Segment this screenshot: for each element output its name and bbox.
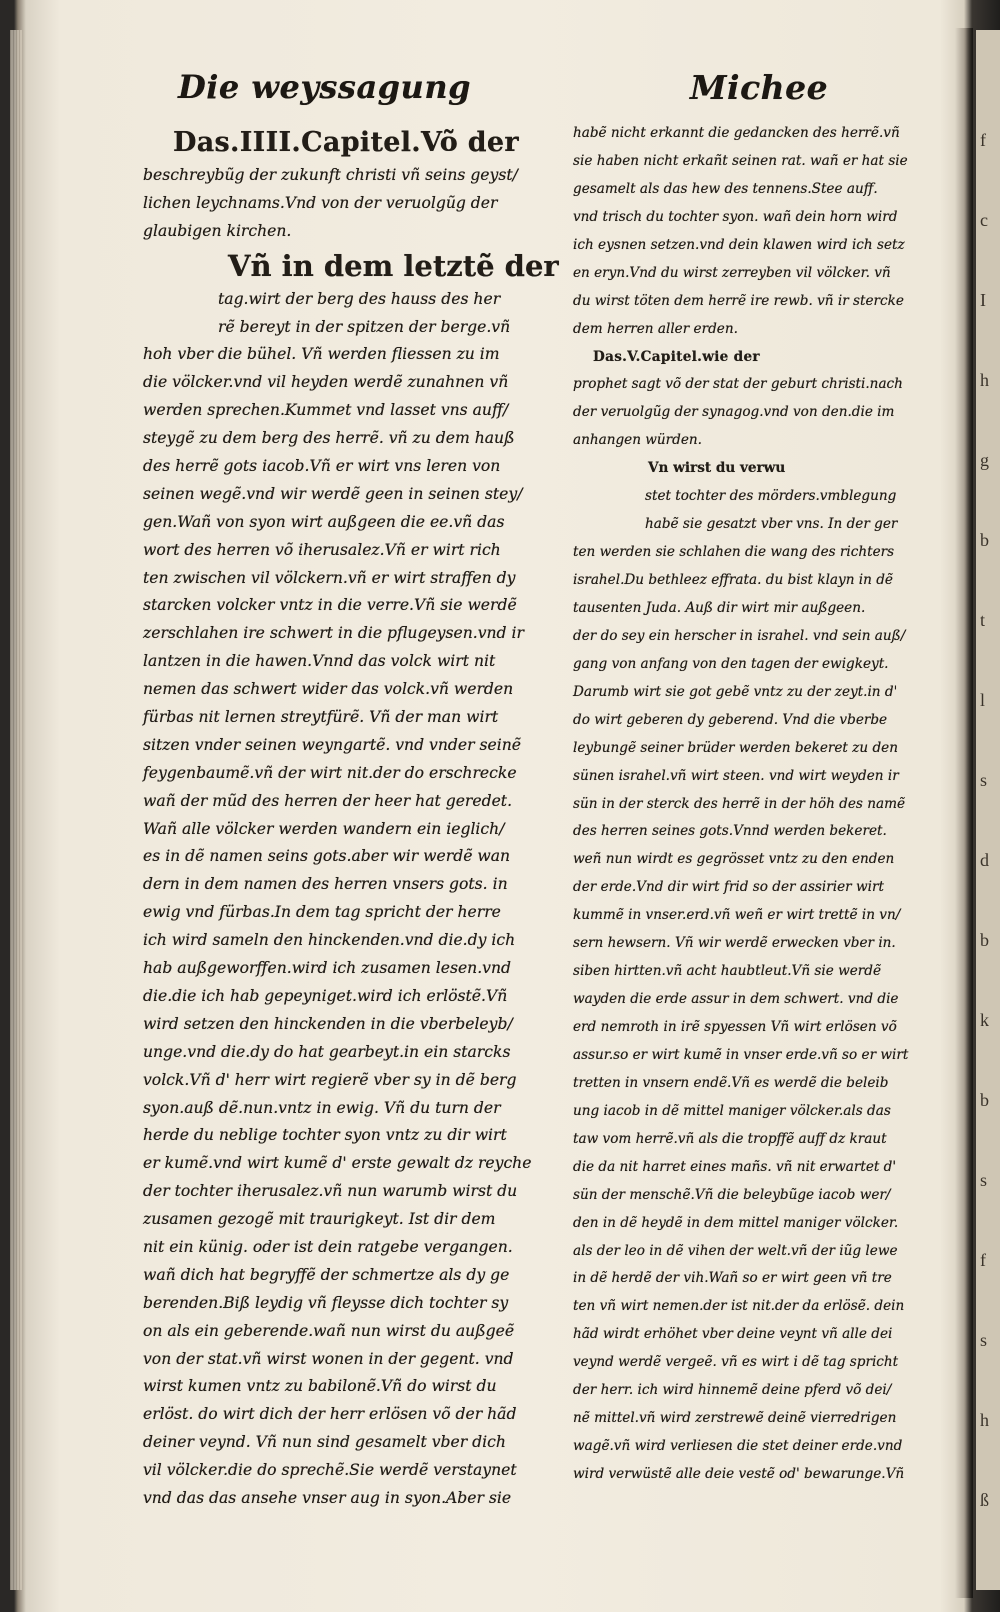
text-line: wird setzen den hinckenden in die vberbeleyb/ (143, 1014, 513, 1033)
text-line: gang von anfang von den tagen der ewigkeyt. (573, 655, 889, 672)
text-line: assur.so er wirt kumẽ in vnser erde.vñ so er wirt (573, 1046, 909, 1063)
text-line: des herrẽ gots iacob.Vñ er wirt vns leren von (143, 457, 501, 476)
text-line: wirst kumen vntz zu babilonẽ.Vñ do wirst du (143, 1377, 497, 1396)
text-line: vnd das das ansehe vnser aug in syon.Aber sie (143, 1488, 512, 1507)
text-line: anhangen würden. (573, 432, 703, 449)
text-line: herde du neblige tochter syon vntz zu dir wirt (143, 1126, 507, 1145)
text-line: prophet sagt võ der stat der geburt christi.nach (573, 376, 903, 393)
text-line: ewig vnd fürbas.In dem tag spricht der herre (143, 903, 501, 922)
text-line: ten werden sie schlahen die wang des richters (573, 544, 895, 561)
running-head-left: Die weyssagung (178, 68, 471, 106)
facing-page-letter: b (980, 1090, 989, 1110)
text-line: des herren seines gots.Vnnd werden bekeret. (573, 823, 887, 840)
text-line: deiner veynd. Vñ nun sind gesamelt vber dich (143, 1433, 506, 1452)
text-line: sern hewsern. Vñ wir werdẽ erwecken vber in. (573, 935, 896, 952)
text-line: starcken volcker vntz in die verre.Vñ sie werdẽ (143, 596, 517, 615)
running-head-right: Michee (690, 68, 829, 107)
text-line: beschreybũg der zukunft christi vñ seins geyst/ (143, 166, 518, 184)
text-line: dem herren aller erden. (573, 320, 738, 337)
text-line: hãd wirdt erhöhet vber deine veynt vñ alle dei (573, 1326, 893, 1343)
text-line: wañ dich hat begryffẽ der schmertze als dy ge (143, 1265, 510, 1284)
text-line: sie haben nicht erkañt seinen rat. wañ er hat sie (573, 152, 908, 169)
text-line: erd nemroth in irẽ spyessen Vñ wirt erlösen võ (573, 1019, 897, 1035)
text-line: zusamen gezogẽ mit traurigkeyt. Ist dir dem (143, 1210, 496, 1229)
left-text-column (143, 124, 559, 1513)
text-line: on als ein geberende.wañ nun wirst du außgeẽ (143, 1321, 515, 1340)
text-line: wird verwüstẽ alle deie vestẽ od' bewarunge.Vñ (573, 1466, 905, 1482)
text-line: gesamelt als das hew des tennens.Stee auff. (573, 180, 878, 197)
text-line: wort des herren võ iherusalez.Vñ er wirt rich (143, 540, 501, 559)
text-line: taw vom herrẽ.vñ als die tropffẽ auff dz kraut (573, 1130, 887, 1147)
facing-page-letter: d (980, 850, 989, 870)
text-line: die.die ich hab gepeyniget.wird ich erlöstẽ.Vñ (143, 986, 508, 1005)
facing-page-letter: f (980, 130, 986, 150)
text-line: die da nit harret eines mañs. vñ nit erwartet d' (573, 1158, 897, 1175)
text-line: kummẽ in vnser.erd.vñ weñ er wirt trettẽ in vn/ (573, 907, 901, 924)
text-line: ten vñ wirt nemen.der ist nit.der da erlösẽ. dein (573, 1298, 905, 1315)
text-line: es in dẽ namen seins gots.aber wir werdẽ wan (143, 847, 511, 866)
text-line: ich wird sameln den hinckenden.vnd die.dy ich (143, 931, 516, 950)
facing-page-letter: h (980, 370, 989, 390)
text-line: berenden.Biß leydig vñ fleysse dich tochter sy (143, 1293, 509, 1312)
text-line: israhel.Du bethleez effrata. du bist klayn in dẽ (573, 572, 893, 588)
text-line: ich eysnen setzen.vnd dein klawen wird ich setz (573, 236, 905, 253)
text-line: von der stat.vñ wirst wonen in der gegent. vnd (143, 1349, 514, 1368)
text-line: der do sey ein herscher in israhel. vnd sein auß/ (573, 627, 906, 644)
text-line: Wañ alle völcker werden wandern ein ieglich/ (143, 819, 505, 838)
text-line: du wirst töten dem herrẽ ire rewb. vñ ir stercke (573, 292, 904, 309)
text-line: den in dẽ heydẽ in dem mittel maniger völcker. (573, 1214, 899, 1231)
text-line: habẽ sie gesatzt vber vns. In der ger (645, 516, 898, 533)
text-line: der veruolgũg der synagog.vnd von den.die im (573, 404, 895, 421)
text-line: seinen wegẽ.vnd wir werdẽ geen in seinen stey/ (143, 484, 523, 503)
text-line: hoh vber die bühel. Vñ werden fliessen zu im (143, 345, 500, 364)
text-line: sün in der sterck des herrẽ in der höh des namẽ (573, 795, 905, 812)
text-line: veynd werdẽ vergeẽ. vñ es wirt i dẽ tag spricht (573, 1354, 899, 1371)
text-line: rẽ bereyt in der spitzen der berge.vñ (218, 317, 511, 336)
text-line: tag.wirt der berg des hauss des her (218, 289, 501, 308)
text-line: nit ein künig. oder ist dein ratgebe vergangen. (143, 1237, 513, 1256)
text-line: vnd trisch du tochter syon. wañ dein horn wird (573, 208, 898, 225)
chapter-heading: Das.V.Capitel.wie der (593, 348, 760, 365)
facing-page-letter: g (980, 450, 989, 470)
text-line: nẽ mittel.vñ wird zerstrewẽ deinẽ vierredrigen (573, 1410, 897, 1427)
text-line: gen.Wañ von syon wirt außgeen die ee.vñ das (143, 512, 505, 531)
text-line: tretten in vnsern endẽ.Vñ es werdẽ die beleib (573, 1074, 889, 1091)
text-line: Darumb wirt sie got gebẽ vntz zu der zeyt.in d' (573, 683, 898, 700)
text-line: lichen leychnams.Vnd von der veruolgũg der (143, 193, 498, 212)
text-line: steygẽ zu dem berg des herrẽ. vñ zu dem hauß (143, 429, 515, 448)
text-line: lantzen in die hawen.Vnnd das volck wirt nit (143, 652, 496, 671)
text-line: sünen israhel.vñ wirt steen. vnd wirt weyden ir (573, 767, 899, 784)
text-line: weñ nun wirdt es gegrösset vntz zu den enden (573, 851, 895, 868)
text-line: er kumẽ.vnd wirt kumẽ d' erste gewalt dz reyche (143, 1154, 532, 1173)
text-line: der tochter iherusalez.vñ nun warumb wirst du (143, 1182, 518, 1201)
facing-page-letter: b (980, 530, 989, 550)
facing-page-letter: c (980, 210, 988, 230)
facing-page-letter: k (980, 1010, 989, 1030)
text-line: als der leo in dẽ vihen der welt.vñ der iũg lewe (573, 1242, 898, 1259)
opening-words: Vn wirst du verwu (648, 460, 786, 477)
text-line: sitzen vnder seinen weyngartẽ. vnd vnder seinẽ (143, 735, 521, 754)
facing-page-letter: t (980, 610, 986, 630)
text-line: syon.auß dẽ.nun.vntz in ewig. Vñ du turn der (143, 1098, 501, 1117)
text-line: glaubigen kirchen. (143, 221, 292, 240)
facing-page-letter: l (980, 690, 986, 710)
facing-page-letter: ß (980, 1490, 989, 1510)
facing-page-letter: h (980, 1410, 989, 1430)
text-line: ung iacob in dẽ mittel maniger völcker.als das (573, 1102, 891, 1119)
text-line: siben hirtten.vñ acht haubtleut.Vñ sie werdẽ (573, 963, 882, 980)
facing-page-letter: I (980, 290, 986, 310)
facing-page-letter: s (980, 1330, 988, 1350)
text-line: hab außgeworffen.wird ich zusamen lesen.vnd (143, 959, 512, 978)
text-line: sün der menschẽ.Vñ die beleybũge iacob wer/ (573, 1186, 891, 1203)
facing-page-letter: b (980, 930, 989, 950)
opening-words: Vñ in dem letztẽ der (228, 248, 559, 283)
facing-page-letter: f (980, 1250, 986, 1270)
facing-page-letter: s (980, 1170, 988, 1190)
text-line: der erde.Vnd dir wirt frid so der assirier wirt (573, 879, 884, 896)
text-line: die völcker.vnd vil heyden werdẽ zunahnen vñ (143, 373, 509, 392)
book-page-edges (10, 30, 22, 1590)
text-line: wayden die erde assur in dem schwert. vnd die (573, 991, 899, 1008)
text-line: stet tochter des mörders.vmblegung (645, 488, 897, 505)
text-line: feygenbaumẽ.vñ der wirt nit.der do erschrecke (143, 763, 517, 782)
facing-page-strip (976, 30, 1000, 1590)
text-line: leybungẽ seiner brüder werden bekeret zu den (573, 739, 898, 756)
text-line: wañ der mũd des herren der heer hat geredet. (143, 791, 513, 810)
text-line: do wirt geberen dy geberend. Vnd die vberbe (573, 711, 888, 728)
text-line: dern in dem namen des herren vnsers gots. in (143, 875, 508, 894)
text-line: fürbas nit lernen streytfürẽ. Vñ der man wirt (143, 708, 499, 727)
text-line: en eryn.Vnd du wirst zerreyben vil völcker. vñ (573, 264, 891, 281)
text-line: volck.Vñ d' herr wirt regierẽ vber sy in dẽ berg (143, 1070, 517, 1089)
binding-fold-shadow (955, 28, 973, 1598)
text-line: in dẽ herdẽ der vih.Wañ so er wirt geen vñ tre (573, 1270, 892, 1287)
text-line: ten zwischen vil völckern.vñ er wirt straffen dy (143, 568, 516, 587)
text-line: erlöst. do wirt dich der herr erlösen võ der hãd (143, 1405, 517, 1424)
text-line: der herr. ich wird hinnemẽ deine pferd võ dei/ (573, 1382, 892, 1399)
facing-page-letter: s (980, 770, 988, 790)
text-line: vil völcker.die do sprechẽ.Sie werdẽ verstaynet (143, 1461, 517, 1480)
right-text-column (573, 120, 938, 1489)
chapter-heading: Das.IIII.Capitel.Võ der (173, 127, 519, 158)
text-line: tausenten Juda. Auß dir wirt mir außgeen. (573, 599, 866, 616)
text-line: wagẽ.vñ wird verliesen die stet deiner erde.vnd (573, 1438, 903, 1455)
text-line: werden sprechen.Kummet vnd lasset vns auff/ (143, 401, 509, 420)
text-line: nemen das schwert wider das volck.vñ werden (143, 680, 514, 699)
text-line: habẽ nicht erkannt die gedancken des herrẽ.vñ (573, 125, 900, 141)
text-line: zerschlahen ire schwert in die pflugeysen.vnd ir (143, 624, 524, 643)
text-line: unge.vnd die.dy do hat gearbeyt.in ein starcks (143, 1042, 511, 1061)
